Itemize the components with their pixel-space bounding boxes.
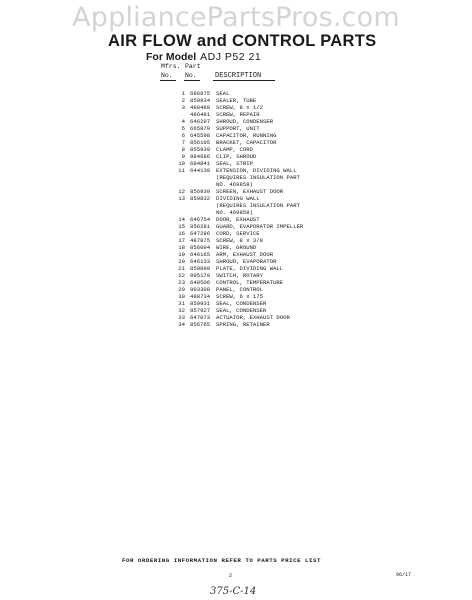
ref-number: 33 xyxy=(178,314,185,321)
header-no-2: No. xyxy=(185,72,197,79)
part-description: SHROUD, EVAPORATOR xyxy=(216,258,277,265)
parts-row xyxy=(173,293,403,300)
header-no-1: No. xyxy=(161,72,173,79)
ref-number: 10 xyxy=(178,160,185,167)
part-number: 646165 xyxy=(190,251,211,258)
part-number: 648506 xyxy=(190,279,211,286)
part-description: BRACKET, CAPACITOR xyxy=(216,139,277,146)
handwritten-note: 375-C-14 xyxy=(210,586,257,597)
ref-number: 14 xyxy=(178,216,185,223)
part-number xyxy=(190,209,216,216)
part-number: 859931 xyxy=(190,300,211,307)
part-description: SEAL, STRIP xyxy=(216,160,253,167)
ref-number: 31 xyxy=(178,300,185,307)
part-number xyxy=(190,181,216,188)
parts-row xyxy=(173,258,403,265)
ref-number: 7 xyxy=(181,139,185,146)
part-number: 647073 xyxy=(190,314,211,321)
parts-row xyxy=(173,174,403,181)
header-underline xyxy=(213,80,275,81)
parts-row xyxy=(173,230,403,237)
part-description: SCREW, 8 x 1/2 xyxy=(216,104,263,111)
ref-number xyxy=(173,181,185,188)
parts-row xyxy=(173,300,403,307)
ref-number: 11 xyxy=(178,167,185,174)
watermark-text: AppliancePartsPros.com xyxy=(72,2,400,33)
part-description: DOOR, EXHAUST xyxy=(216,216,260,223)
ref-number xyxy=(173,209,185,216)
part-description: ARM, EXHAUST DOOR xyxy=(216,251,274,258)
page-title: AIR FLOW and CONTROL PARTS xyxy=(108,32,377,50)
ref-number: 32 xyxy=(178,307,185,314)
header-underline xyxy=(160,80,176,81)
parts-row xyxy=(173,314,403,321)
part-number: 684841 xyxy=(190,160,211,167)
part-number: 856105 xyxy=(190,139,211,146)
part-description: ACTUATOR, EXHAUST DOOR xyxy=(216,314,290,321)
ref-number: 30 xyxy=(178,293,185,300)
parts-row xyxy=(173,286,403,293)
ref-number: 18 xyxy=(178,244,185,251)
parts-row xyxy=(173,216,403,223)
part-number: 647296 xyxy=(190,230,211,237)
part-description: (REQUIRES INSULATION PART xyxy=(216,202,300,209)
part-description: SUPPORT, UNIT xyxy=(216,125,260,132)
part-description: CLAMP, CORD xyxy=(216,146,253,153)
part-description: EXTENSION, DIVIDING WALL xyxy=(216,167,297,174)
part-number xyxy=(190,174,216,181)
part-description: PLATE, DIVIDING WALL xyxy=(216,265,284,272)
parts-row xyxy=(173,153,403,160)
parts-row xyxy=(173,209,403,216)
parts-row xyxy=(173,146,403,153)
subtitle-label: For Model xyxy=(146,51,197,63)
parts-row xyxy=(173,265,403,272)
part-number: 859890 xyxy=(190,265,211,272)
ref-number: 3 xyxy=(181,104,185,111)
part-description: CORD, SERVICE xyxy=(216,230,260,237)
ref-number: 23 xyxy=(178,279,185,286)
part-number: 486481 xyxy=(190,111,211,118)
header-description: DESCRIPTION xyxy=(215,72,262,80)
part-number: 859934 xyxy=(190,97,211,104)
part-number: 859832 xyxy=(190,195,211,202)
part-number: 856939 xyxy=(190,188,211,195)
part-number: 995179 xyxy=(190,272,211,279)
ref-number: 6 xyxy=(181,132,185,139)
parts-row xyxy=(173,279,403,286)
part-number: 487875 xyxy=(190,237,211,244)
parts-row xyxy=(173,97,403,104)
parts-row xyxy=(173,139,403,146)
parts-row xyxy=(173,111,403,118)
parts-row xyxy=(173,160,403,167)
header-part: Part xyxy=(185,63,201,70)
ordering-footer: FOR ORDERING INFORMATION REFER TO PARTS PRICE LIST xyxy=(122,557,321,564)
part-description: PANEL, CONTROL xyxy=(216,286,263,293)
part-description: SPRING, RETAINER xyxy=(216,321,270,328)
part-description: SCREW, 6 x 175 xyxy=(216,293,263,300)
parts-row xyxy=(173,272,403,279)
parts-row xyxy=(173,181,403,188)
page-number: 2 xyxy=(229,573,233,579)
parts-row xyxy=(173,244,403,251)
ref-number: 9 xyxy=(181,153,185,160)
parts-row xyxy=(173,125,403,132)
part-number: 856281 xyxy=(190,223,211,230)
part-description: NO. 469858) xyxy=(216,209,253,216)
part-description: GUARD, EVAPORATOR IMPELLER xyxy=(216,223,304,230)
part-number: 488480 xyxy=(190,104,211,111)
ref-number: 29 xyxy=(178,286,185,293)
ref-number: 13 xyxy=(178,195,185,202)
part-description: SCREEN, EXHAUST DOOR xyxy=(216,188,284,195)
parts-row xyxy=(173,307,403,314)
part-number: 645598 xyxy=(190,132,211,139)
part-number: 855939 xyxy=(190,146,211,153)
part-description: NO. 469858) xyxy=(216,181,253,188)
part-number xyxy=(190,202,216,209)
parts-row xyxy=(173,104,403,111)
ref-number: 1 xyxy=(181,90,185,97)
part-number: 984686 xyxy=(190,153,211,160)
ref-number: 2 xyxy=(181,97,185,104)
ref-number: 22 xyxy=(178,272,185,279)
ref-number: 12 xyxy=(178,188,185,195)
header-mfrs: Mfrs. xyxy=(161,63,181,70)
ref-number xyxy=(173,202,185,209)
parts-row xyxy=(173,223,403,230)
parts-row xyxy=(173,195,403,202)
reference-code: 96/17 xyxy=(396,572,412,578)
parts-row xyxy=(173,90,403,97)
part-description: CONTROL, TEMPERATURE xyxy=(216,279,284,286)
parts-list xyxy=(173,90,403,328)
part-description: CAPACITOR, RUNNING xyxy=(216,132,277,139)
ref-number: 17 xyxy=(178,237,185,244)
parts-row xyxy=(173,202,403,209)
ref-number: 4 xyxy=(181,118,185,125)
part-description: CLIP, SHROUD xyxy=(216,153,257,160)
part-description: SHROUD, CONDENSER xyxy=(216,118,274,125)
part-number: 856765 xyxy=(190,321,211,328)
part-number: 644130 xyxy=(190,167,211,174)
ref-number: 19 xyxy=(178,251,185,258)
part-number: 993308 xyxy=(190,286,211,293)
part-number: 646133 xyxy=(190,258,211,265)
part-number: 665879 xyxy=(190,125,211,132)
part-description: SCREW, 8 x 3/8 xyxy=(216,237,263,244)
part-number: 646754 xyxy=(190,216,211,223)
part-description: SEAL xyxy=(216,90,230,97)
part-description: SEAL, CONDENSER xyxy=(216,307,267,314)
part-number: 856094 xyxy=(190,244,211,251)
parts-row xyxy=(173,237,403,244)
parts-row xyxy=(173,132,403,139)
parts-row xyxy=(173,321,403,328)
part-description: WIRE, GROUND xyxy=(216,244,257,251)
parts-row xyxy=(173,188,403,195)
ref-number: 34 xyxy=(178,321,185,328)
part-description: DIVIDING WALL xyxy=(216,195,260,202)
ref-number xyxy=(173,174,185,181)
part-description: SCREW, REPAIR xyxy=(216,111,260,118)
part-number: 857927 xyxy=(190,307,211,314)
parts-row xyxy=(173,167,403,174)
ref-number: 15 xyxy=(178,223,185,230)
parts-row xyxy=(173,251,403,258)
parts-row xyxy=(173,118,403,125)
part-number: 686875 xyxy=(190,90,211,97)
part-description: SEAL, CONDENSER xyxy=(216,300,267,307)
ref-number: 16 xyxy=(178,230,185,237)
part-description: SEALER, TUBE xyxy=(216,97,257,104)
header-underline xyxy=(184,80,200,81)
ref-number: 21 xyxy=(178,265,185,272)
page-subtitle xyxy=(146,51,261,63)
ref-number: 5 xyxy=(181,125,185,132)
ref-number: 8 xyxy=(181,146,185,153)
part-description: (REQUIRES INSULATION PART xyxy=(216,174,300,181)
ref-number xyxy=(173,111,185,118)
ref-number: 20 xyxy=(178,258,185,265)
part-description: SWITCH, ROTARY xyxy=(216,272,263,279)
part-number: 488734 xyxy=(190,293,211,300)
model-number: ADJ P52 21 xyxy=(200,51,262,63)
part-number: 646297 xyxy=(190,118,211,125)
